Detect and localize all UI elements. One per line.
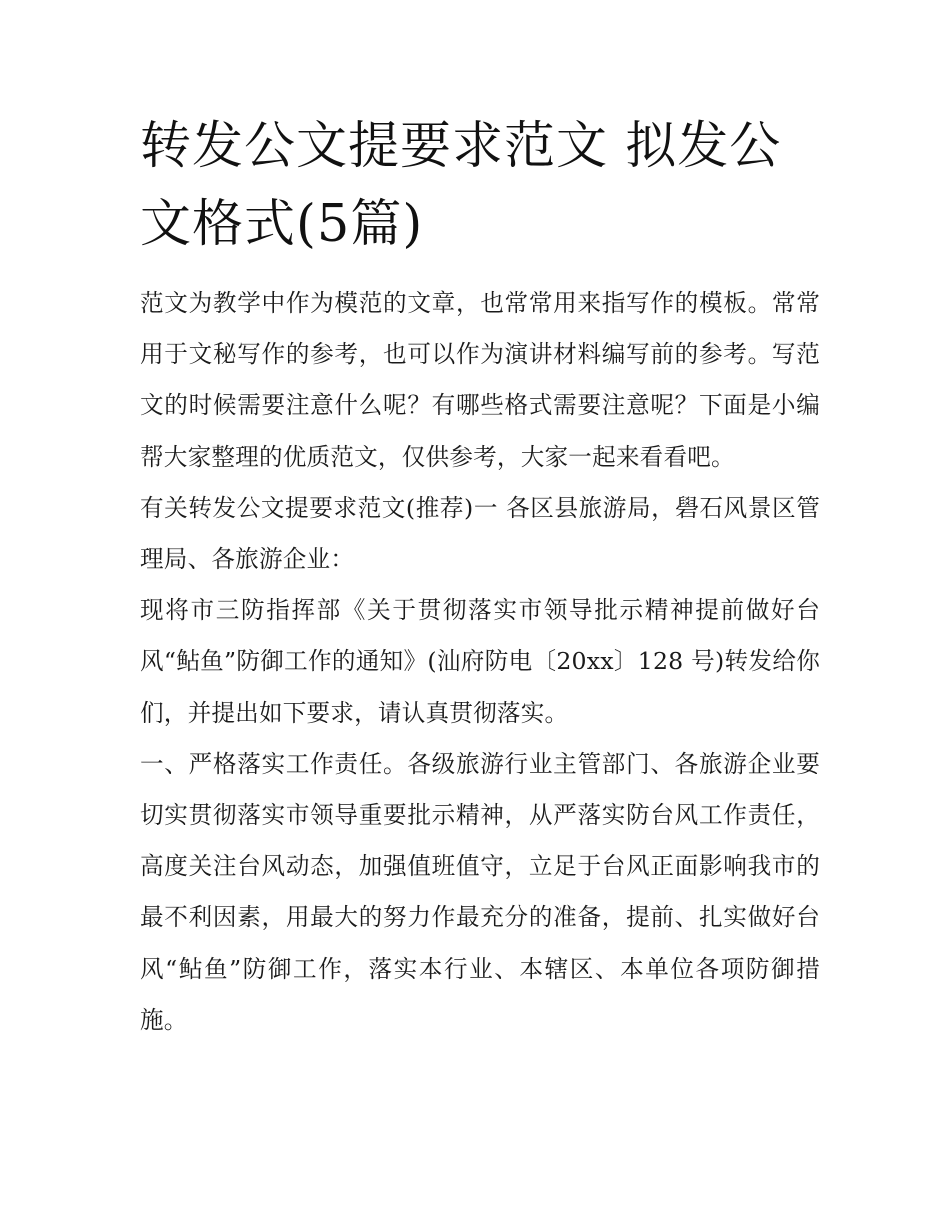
paragraph-intro: 范文为教学中作为模范的文章，也常常用来指写作的模板。常常用于文秘写作的参考，也可以作为演讲材料编写前的参考。写范文的时候需要注意什么呢？有哪些格式需要注意呢？下面是小编帮大家整理的优质范文，仅供参考，大家一起来看看吧。 — [140, 289, 820, 471]
paragraph-addressee: 有关转发公文提要求范文(推荐)一 各区县旅游局，礐石风景区管理局、各旅游企业： — [140, 493, 820, 574]
document-body — [140, 278, 820, 1046]
document-title: 转发公文提要求范文 拟发公文格式(5篇) — [140, 117, 782, 254]
paragraph-requirement-1: 一、严格落实工作责任。各级旅游行业主管部门、各旅游企业要切实贯彻落实市领导重要批示精神，从严落实防台风工作责任，高度关注台风动态，加强值班值守，立足于台风正面影响我市的最不利因素，用最大的努力作最充分的准备，提前、扎实做好台风“鲇鱼”防御工作，落实本行业、本辖区、本单位各项防御措施。 — [140, 749, 820, 1034]
paragraph-notice: 现将市三防指挥部《关于贯彻落实市领导批示精神提前做好台风“鲇鱼”防御工作的通知》(汕府防电〔20xx〕128 号)转发给你们，并提出如下要求，请认真贯彻落实。 — [140, 596, 820, 727]
